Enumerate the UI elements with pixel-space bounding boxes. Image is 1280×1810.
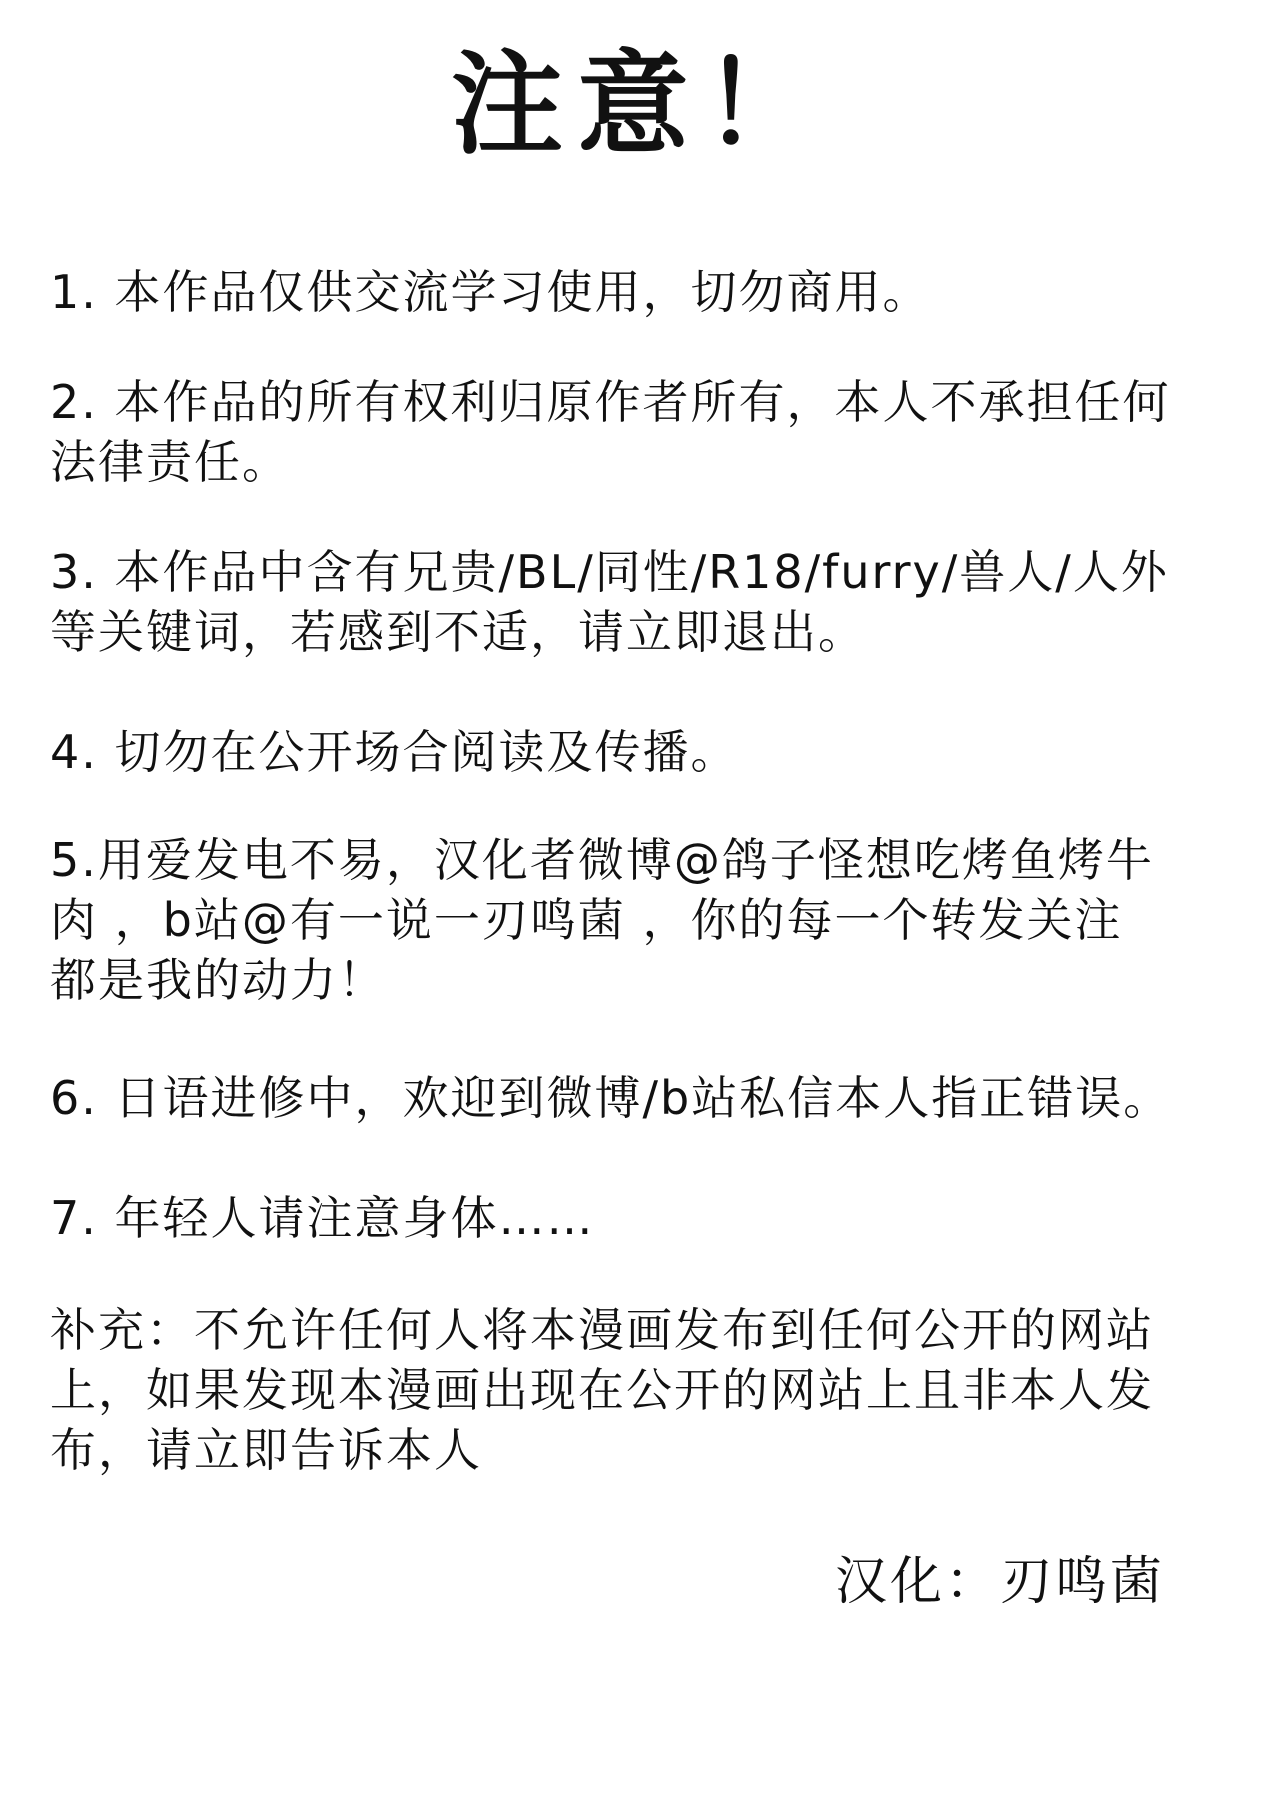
notice-item-3: 3. 本作品中含有兄贵/BL/同性/R18/furry/兽人/人外 等关键词，若感到不适，请立即退出。 [50,545,1169,659]
notice-item-6: 6. 日语进修中，欢迎到微博/b站私信本人指正错误。 [50,1071,1172,1125]
notice-item-5: 5.用爱发电不易，汉化者微博@鸽子怪想吃烤鱼烤牛 肉 ，b站@有一说一刃鸣菌 ，你的每一个转发关注 都是我的动力！ [50,833,1154,1007]
supplement-text: 补充：不允许任何人将本漫画发布到任何公开的网站 上，如果发现本漫画出现在公开的网站上且非本人发 布，请立即告诉本人 [50,1303,1154,1477]
translator-credit: 汉化：刃鸣菌 [835,1552,1166,1612]
notice-item-1: 1. 本作品仅供交流学习使用，切勿商用。 [50,265,931,319]
notice-item-7: 7. 年轻人请注意身体…… [50,1191,595,1245]
notice-item-2: 2. 本作品的所有权利归原作者所有，本人不承担任何 法律责任。 [50,375,1171,489]
notice-item-4: 4. 切勿在公开场合阅读及传播。 [50,725,739,779]
page-title: 注意！ [451,40,829,170]
